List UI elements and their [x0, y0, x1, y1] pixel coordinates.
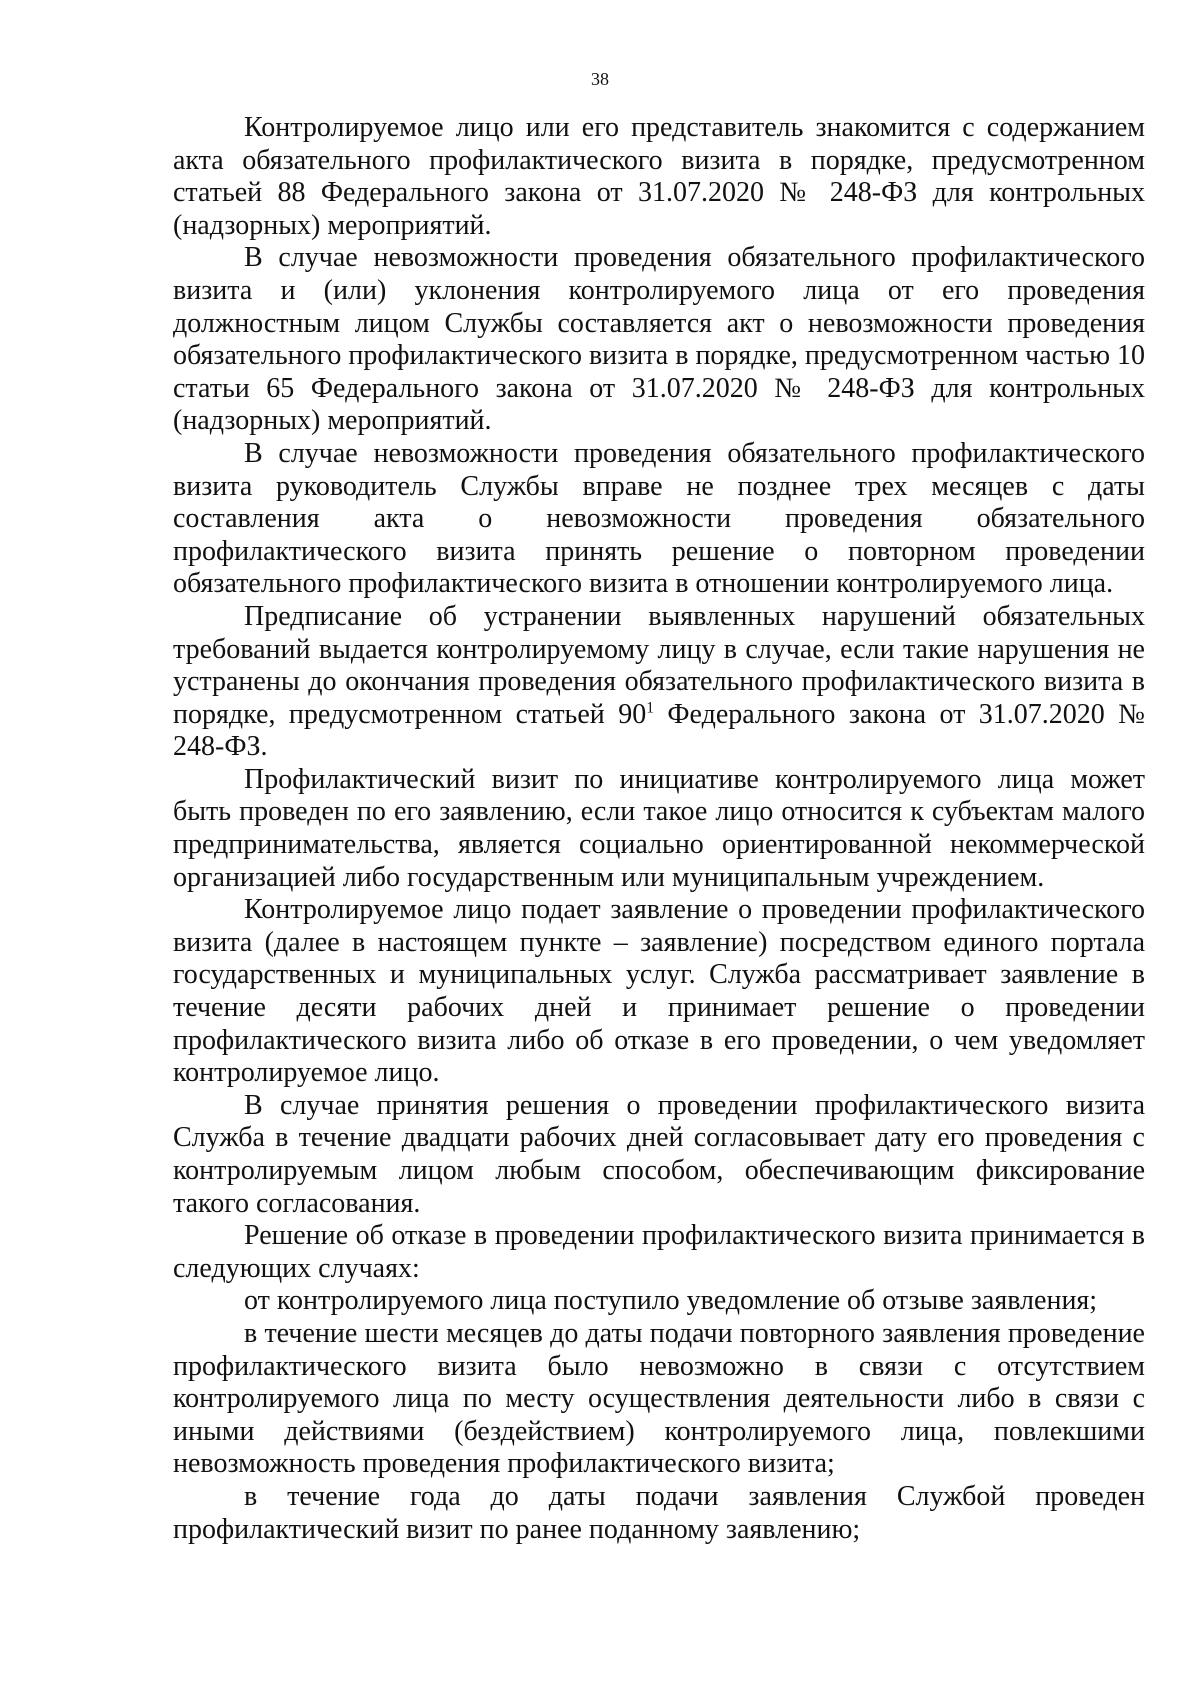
paragraph-initiative-visit: Профилактический визит по инициативе контролируемого лица может быть проведен по его заявлению, если такое лицо относится к субъектам малого предпринимательства, является социально ориентированной некоммерческой организацией либо государственным или муниципальным учреждением.: [173, 763, 1145, 893]
paragraph-prescription: [173, 601, 1145, 764]
paragraph-prescription-text-end: Федерального закона от 31.07.2020 № 248-ФЗ.: [173, 698, 1145, 763]
list-item-withdrawal: от контролируемого лица поступило уведомление об отзыве заявления;: [244, 1285, 1098, 1317]
document-body: [173, 112, 1145, 1546]
list-item-one-year: в течение года до даты подачи заявления Службой проведен профилактический визит по ранее поданному заявлению;: [173, 1480, 1145, 1545]
paragraph-repeat-visit: В случае невозможности проведения обязательного профилактического визита руководитель Службы вправе не позднее трех месяцев с даты составления акта о невозможности проведения обязательного профилактического визита принять решение о повторном проведении обязательного профилактического визита в отношении контролируемого лица.: [173, 437, 1145, 600]
page-number: 38: [591, 69, 609, 89]
paragraph-act-review: Контролируемое лицо или его представитель знакомится с содержанием акта обязательного профилактического визита в порядке, предусмотренном статьей 88 Федерального закона от 31.07.2020 № 248-ФЗ для контрольных (надзорных) мероприятий.: [173, 112, 1145, 241]
list-item-six-months: в течение шести месяцев до даты подачи повторного заявления проведение профилактического визита было невозможно в связи с отсутствием контролируемого лица по месту осуществления деятельности либо в связи с иными действиями (бездействием) контролируемого лица, повлекшими невозможность проведения профилактического визита;: [173, 1317, 1145, 1480]
paragraph-prescription-text: Предписание об устранении выявленных нарушений обязательных требований выдается контролируемому лицу в случае, если такие нарушения не устранены до окончания проведения обязательного профилактического визита в порядке, предусмотренном статьей 90: [173, 600, 1145, 730]
paragraph-impossibility-act: В случае невозможности проведения обязательного профилактического визита и (или) уклонения контролируемого лица от его проведения должностным лицом Службы составляется акт о невозможности проведения обязательного профилактического визита в порядке, предусмотренном частью 10 статьи 65 Федерального закона от 31.07.2020 № 248-ФЗ для контрольных (надзорных) мероприятий.: [173, 242, 1145, 437]
article-superscript: 1: [646, 699, 654, 717]
paragraph-application: Контролируемое лицо подает заявление о проведении профилактического визита (далее в настоящем пункте – заявление) посредством единого портала государственных и муниципальных услуг. Служба рассматривает заявление в течение десяти рабочих дней и принимает решение о проведении профилактического визита либо об отказе в его проведении, о чем уведомляет контролируемое лицо.: [173, 894, 1145, 1089]
paragraph-refusal-cases: Решение об отказе в проведении профилактического визита принимается в следующих случаях:: [173, 1220, 1145, 1284]
paragraph-date-agreement: В случае принятия решения о проведении профилактического визита Служба в течение двадцати рабочих дней согласовывает дату его проведения с контролируемым лицом любым способом, обеспечивающим фиксирование такого согласования.: [173, 1089, 1145, 1219]
